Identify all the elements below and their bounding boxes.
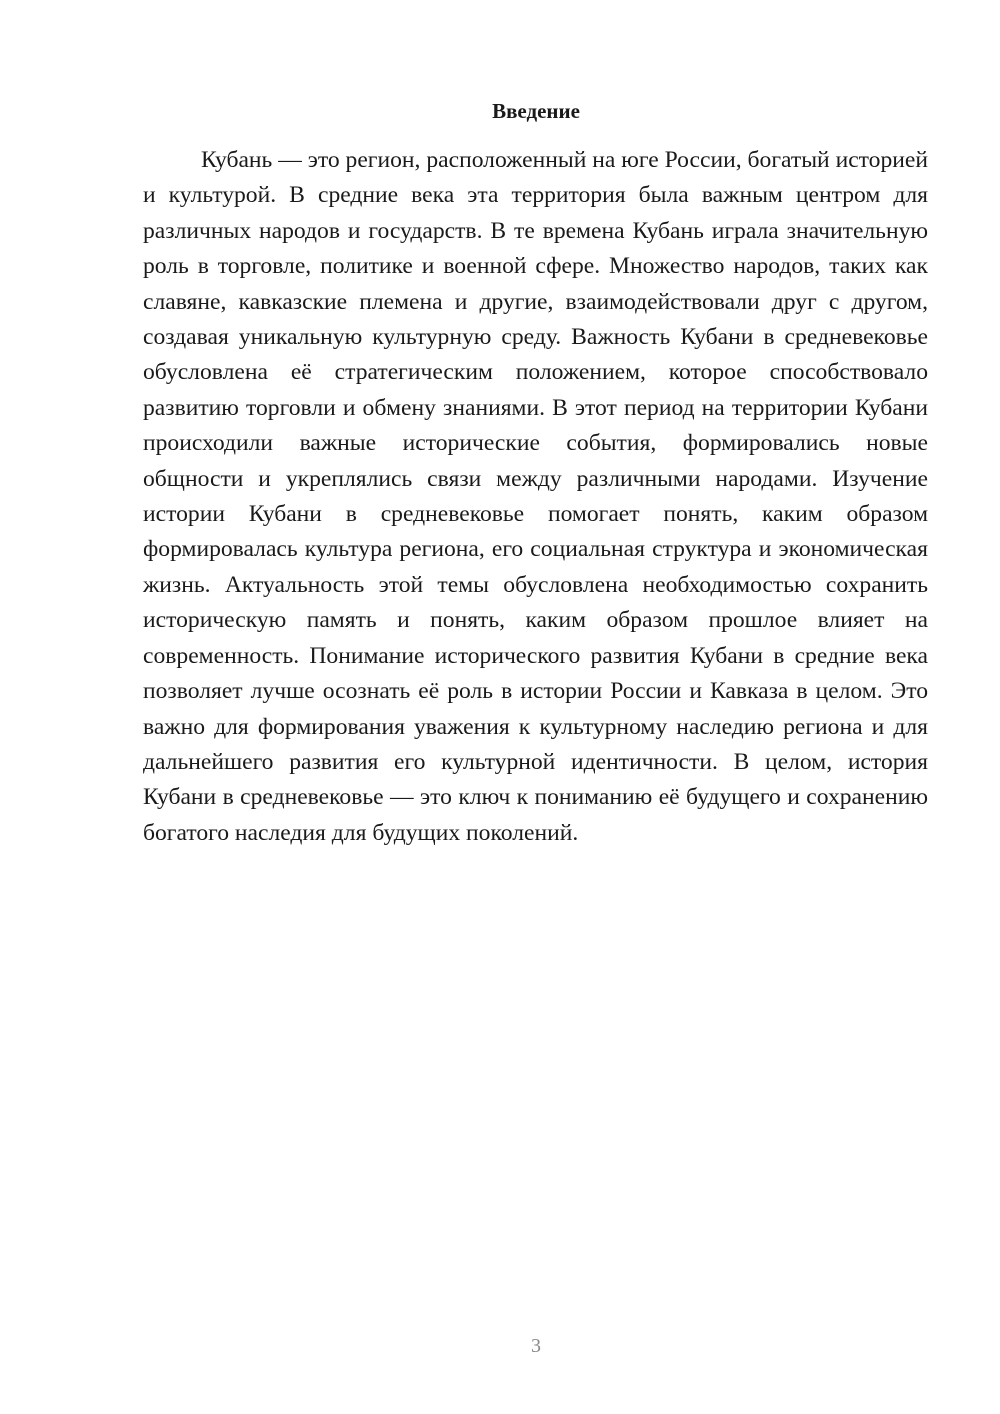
page-number: 3 <box>531 1335 541 1357</box>
introduction-paragraph: Кубань — это регион, расположенный на юге России, богатый историей и культурой. В средние века эта территория была важным центром для различных народов и государств. В те времена Кубань играла значительную роль в торговле, политике и военной сфере. Множество народов, таких как славяне, кавказские племена и другие, взаимодействовали друг с другом, создавая уникальную культурную среду. Важность Кубани в средневековье обусловлена её стратегическим положением, которое способствовало развитию торговли и обмену знаниями. В этот период на территории Кубани происходили важные исторические события, формировались новые общности и укреплялись связи между различными народами. Изучение истории Кубани в средневековье помогает понять, каким образом формировалась культура региона, его социальная структура и экономическая жизнь. Актуальность этой темы обусловлена необходимостью сохранить историческую память и понять, каким образом прошлое влияет на современность. Понимание исторического развития Кубани в средние века позволяет лучше осознать её роль в истории России и Кавказа в целом. Это важно для формирования уважения к культурному наследию региона и для дальнейшего развития его культурной идентичности. В целом, история Кубани в средневековье — это ключ к пониманию её будущего и сохранению богатого наследия для будущих поколений. <box>143 147 928 846</box>
section-title: Введение <box>492 99 580 123</box>
